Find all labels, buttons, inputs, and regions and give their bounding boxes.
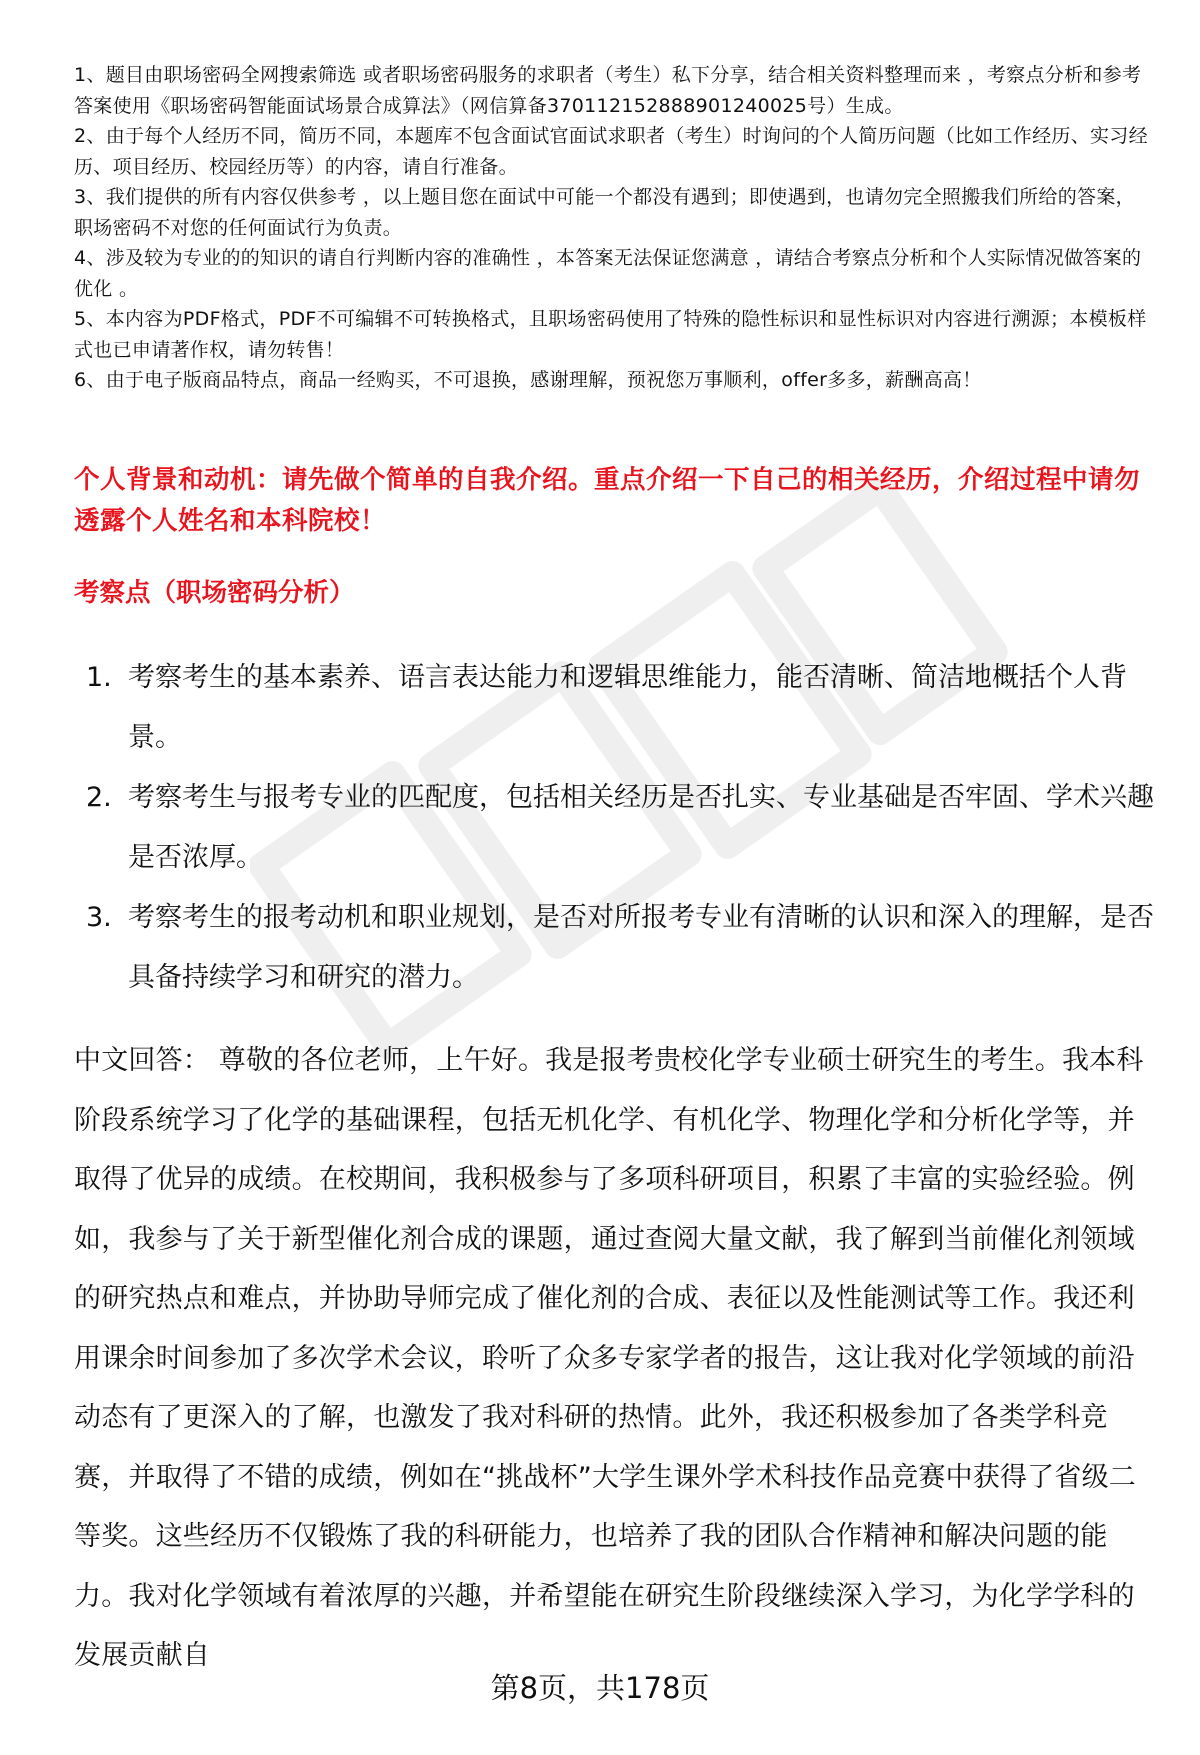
analysis-points-list — [74, 648, 1154, 1008]
disclaimer-item: 4、涉及较为专业的的知识的请自行判断内容的准确性 ，本答案无法保证您满意 ，请结合考察点分析和个人实际情况做答案的优化 。 — [74, 247, 1142, 300]
interview-question: 个人背景和动机：请先做个简单的自我介绍。重点介绍一下自己的相关经历，介绍过程中请勿透露个人姓名和本科院校！ — [74, 465, 1141, 536]
point-number: 1. — [86, 662, 112, 693]
analysis-section-title: 考察点（职场密码分析） — [74, 578, 355, 608]
disclaimer-block — [74, 60, 1154, 396]
page-number-footer: 第8页，共178页 — [490, 1671, 710, 1705]
point-text: 考察考生的报考动机和职业规划，是否对所报考专业有清晰的认识和深入的理解，是否具备持续学习和研究的潜力。 — [128, 902, 1154, 993]
point-text: 考察考生的基本素养、语言表达能力和逻辑思维能力，能否清晰、简洁地概括个人背景。 — [128, 662, 1127, 753]
disclaimer-item: 2、由于每个人经历不同，简历不同，本题库不包含面试官面试求职者（考生）时询问的个人简历问题（比如工作经历、实习经历、项目经历、校园经历等）的内容，请自行准备。 — [74, 125, 1148, 178]
analysis-point — [74, 888, 1154, 1008]
disclaimer-item: 6、由于电子版商品特点，商品一经购买，不可退换，感谢理解，预祝您万事顺利，offer多多，薪酬高高！ — [74, 369, 982, 391]
analysis-point — [74, 768, 1154, 888]
sample-answer: 中文回答： 尊敬的各位老师，上午好。我是报考贵校化学专业硕士研究生的考生。我本科阶段系统学习了化学的基础课程，包括无机化学、有机化学、物理化学和分析化学等，并取得了优异的成绩。在校期间，我积极参与了多项科研项目，积累了丰富的实验经验。例如，我参与了关于新型催化剂合成的课题，通过查阅大量文献，我了解到当前催化剂领域的研究热点和难点，并协助导师完成了催化剂的合成、表征以及性能测试等工作。我还利用课余时间参加了多次学术会议，聆听了众多专家学者的报告，这让我对化学领域的前沿动态有了更深入的了解，也激发了我对科研的热情。此外，我还积极参加了各类学科竞赛，并取得了不错的成绩，例如在“挑战杯”大学生课外学术科技作品竞赛中获得了省级二等奖。这些经历不仅锻炼了我的科研能力，也培养了我的团队合作精神和解决问题的能力。我对化学领域有着浓厚的兴趣，并希望能在研究生阶段继续深入学习，为化学学科的发展贡献自 — [74, 1045, 1144, 1671]
point-text: 考察考生与报考专业的匹配度，包括相关经历是否扎实、专业基础是否牢固、学术兴趣是否浓厚。 — [128, 782, 1154, 873]
analysis-point — [74, 648, 1154, 768]
point-number: 2. — [86, 782, 112, 813]
point-number: 3. — [86, 902, 112, 933]
disclaimer-item: 1、题目由职场密码全网搜索筛选 或者职场密码服务的求职者（考生）私下分享，结合相关资料整理而来 ，考察点分析和参考答案使用《职场密码智能面试场景合成算法》（网信算备370112152888901240025号）生成。 — [74, 64, 1142, 117]
disclaimer-item: 3、我们提供的所有内容仅供参考 ，以上题目您在面试中可能一个都没有遇到；即使遇到，也请勿完全照搬我们所给的答案，职场密码不对您的任何面试行为负责。 — [74, 186, 1135, 239]
disclaimer-item: 5、本内容为PDF格式，PDF不可编辑不可转换格式，且职场密码使用了特殊的隐性标识和显性标识对内容进行溯源；本模板样式也已申请著作权，请勿转售！ — [74, 308, 1147, 361]
